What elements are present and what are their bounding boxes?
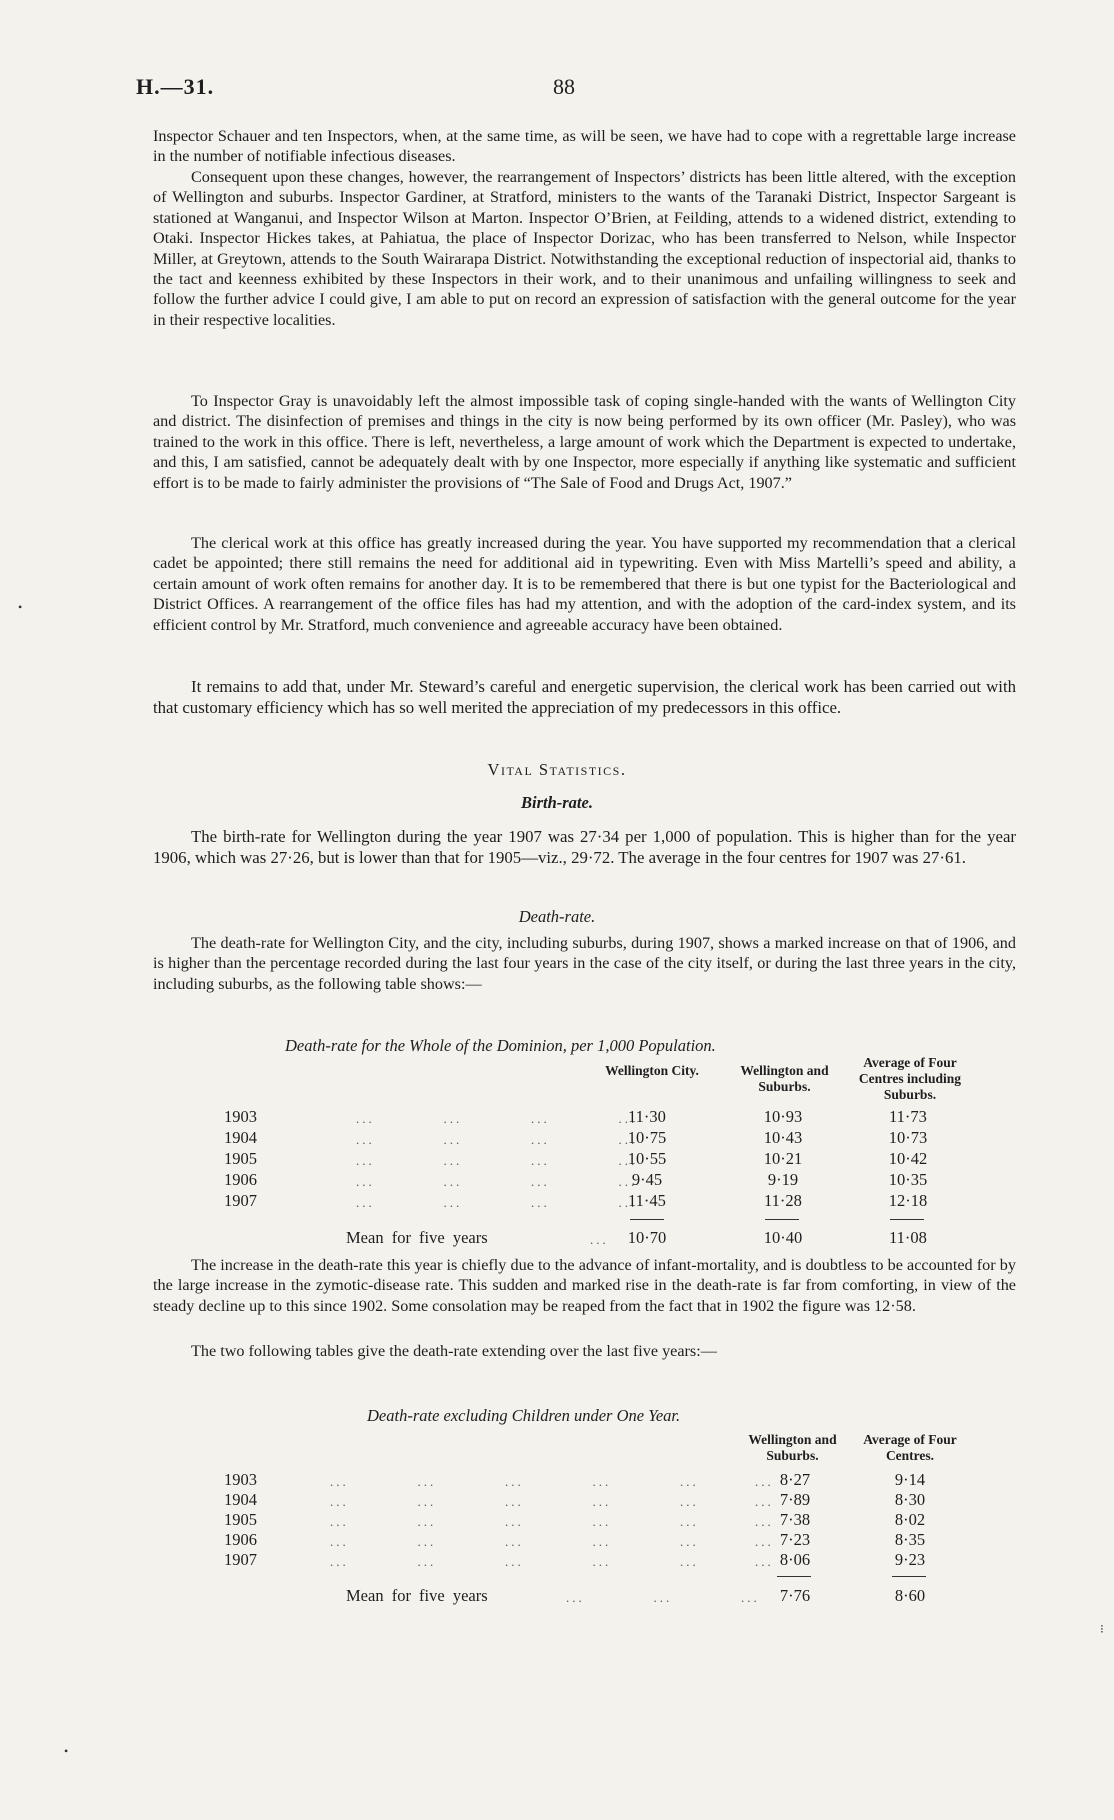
table1-caption: Death-rate for the Whole of the Dominion, per 1,000 Population. (285, 1036, 716, 1055)
table2-row-year: 1903 (224, 1470, 257, 1489)
table2-cell-suburbs: 7·89 (779, 1490, 811, 1509)
table1-cell-city: 11·30 (628, 1107, 666, 1126)
table2-col-average: Average of Four Centres. (863, 1432, 957, 1463)
heading-birth-rate: Birth-rate. (521, 793, 593, 812)
margin-mark: ⁝ (1100, 1622, 1104, 1636)
table1-leader-dots: ... ... ... ... (356, 1111, 638, 1126)
section-title-vital-statistics: Vital Statistics. (487, 760, 627, 779)
margin-mark: • (18, 600, 23, 614)
table1-cell-suburbs: 11·28 (764, 1191, 802, 1210)
table1-sum-rule (890, 1219, 924, 1220)
table2-cell-suburbs: 8·27 (779, 1470, 811, 1489)
table2-mean-suburbs: 7·76 (779, 1586, 811, 1605)
document-reference: H.—31. (136, 74, 215, 99)
table1-leader-dots: ... (590, 1232, 609, 1247)
table2-row-year: 1905 (224, 1510, 257, 1529)
table2-sum-rule (892, 1576, 926, 1577)
table1-leader-dots: ... ... ... ... (356, 1153, 638, 1168)
table1-cell-average: 10·73 (888, 1128, 928, 1147)
table1-col-average: Average of Four Centres including Suburbs. (858, 1055, 962, 1102)
table1-cell-average: 10·42 (888, 1149, 928, 1168)
paragraph-death-rate: The death-rate for Wellington City, and the city, including suburbs, during 1907, shows a marked increase on that of 1906, and is higher than the percentage recorded during the last four years in the case of the city itself, or during the last three years in the city, including suburbs, as the following table shows:— (153, 934, 1016, 993)
table2-row-year: 1907 (224, 1550, 257, 1569)
table1-cell-city: 11·45 (628, 1191, 666, 1210)
table1-row-year: 1905 (224, 1149, 257, 1168)
paragraph-clerical-work: The clerical work at this office has greatly increased during the year. You have supported my recommendation that a clerical cadet be appointed; there still remains the need for additional aid in typewriting. Even with Miss Martelli’s speed and ability, a certain amount of work often remains for another day. It is to be remembered that there is but one typist for the Bacteriological and District Offices. A rearrangement of the office files has had my attention, and with the adoption of the card-index system, and its efficient control by Mr. Stratford, much convenience and agreeable accuracy have been obtained. (153, 534, 1016, 634)
margin-mark: • (64, 1744, 69, 1758)
table2-cell-suburbs: 7·23 (779, 1530, 811, 1549)
table1-col-suburbs: Wellington and Suburbs. (740, 1063, 829, 1094)
table1-col-city: Wellington City. (605, 1063, 699, 1078)
table1-row-year: 1907 (224, 1191, 257, 1210)
table1-cell-suburbs: 10·93 (763, 1107, 803, 1126)
table2-cell-suburbs: 7·38 (779, 1510, 811, 1529)
table1-cell-city: 10·75 (627, 1128, 667, 1147)
table1-cell-average: 11·73 (889, 1107, 927, 1126)
table2-leader-dots: ... ... ... ... ... ... (330, 1494, 774, 1509)
table2-row-year: 1904 (224, 1490, 257, 1509)
table1-mean-suburbs: 10·40 (763, 1228, 803, 1247)
table1-leader-dots: ... ... ... ... (356, 1195, 638, 1210)
table2-caption: Death-rate excluding Children under One Year. (367, 1406, 681, 1425)
table2-mean-label: Mean for five years (346, 1586, 488, 1605)
table1-mean-average: 11·08 (889, 1228, 927, 1247)
table1-cell-city: 9·45 (631, 1170, 663, 1189)
table2-cell-average: 9·14 (894, 1470, 926, 1489)
paragraph-birth-rate: The birth-rate for Wellington during the year 1907 was 27·34 per 1,000 of population. This is higher than for the year 1906, which was 27·26, but is lower than that for 1905—viz., 29·72. The average in the four centres for 1907 was 27·61. (153, 827, 1016, 867)
table1-leader-dots: ... ... ... ... (356, 1132, 638, 1147)
table2-cell-average: 8·02 (894, 1510, 926, 1529)
table1-sum-rule (765, 1219, 799, 1220)
table2-leader-dots: ... ... ... ... ... ... (330, 1554, 774, 1569)
table1-cell-suburbs: 9·19 (767, 1170, 799, 1189)
table2-leader-dots: ... ... ... ... ... ... (330, 1474, 774, 1489)
table1-row-year: 1903 (224, 1107, 257, 1126)
table1-leader-dots: ... ... ... ... (356, 1174, 638, 1189)
table1-row-year: 1906 (224, 1170, 257, 1189)
table2-col-suburbs: Wellington and Suburbs. (748, 1432, 837, 1463)
table2-mean-average: 8·60 (894, 1586, 926, 1605)
table2-leader-dots: ... ... ... ... ... ... (330, 1514, 774, 1529)
heading-death-rate: Death-rate. (518, 907, 596, 926)
paragraph-inspector-gray: To Inspector Gray is unavoidably left the almost impossible task of coping single-handed with the wants of Wellington City and district. The disinfection of premises and things in the city is now being performed by its own officer (Mr. Pasley), who was trained to the work in this office. There is left, nevertheless, a large amount of work which the Department is expected to undertake, and this, I am satisfied, cannot be adequately dealt with by one Inspector, more especially if anything like systematic and sufficient effort is to be made to fairly administer the provisions of “The Sale of Food and Drugs Act, 1907.” (153, 392, 1016, 492)
table1-cell-average: 12·18 (888, 1191, 928, 1210)
table1-row-year: 1904 (224, 1128, 257, 1147)
paragraph-two-tables: The two following tables give the death-rate extending over the last five years:— (191, 1342, 717, 1360)
table2-cell-average: 8·30 (894, 1490, 926, 1509)
paragraph-clerical-supervision: It remains to add that, under Mr. Steward’s careful and energetic supervision, the clerical work has been carried out with that customary efficiency which has so well merited the appreciation of my predecessors in this office. (153, 677, 1016, 717)
table1-cell-suburbs: 10·43 (763, 1128, 803, 1147)
table2-cell-average: 9·23 (894, 1550, 926, 1569)
page-number: 88 (553, 74, 575, 99)
table2-cell-average: 8·35 (894, 1530, 926, 1549)
table1-cell-average: 10·35 (888, 1170, 928, 1189)
table2-leader-dots: ... ... ... (566, 1590, 760, 1605)
table2-sum-rule (777, 1576, 811, 1577)
table1-mean-label: Mean for five years (346, 1228, 488, 1247)
table1-sum-rule (630, 1219, 664, 1220)
table1-cell-city: 10·55 (627, 1149, 667, 1168)
table1-mean-city: 10·70 (627, 1228, 667, 1247)
table2-row-year: 1906 (224, 1530, 257, 1549)
paragraph-district-rearrangement: Consequent upon these changes, however, the rearrangement of Inspectors’ districts has been little altered, with the exception of Wellington and suburbs. Inspector Gardiner, at Stratford, ministers to the wants of the Taranaki District, Inspector Sargeant is stationed at Wanganui, and Inspector Wilson at Marton. Inspector O’Brien, at Feilding, attends to a widened district, extending to Otaki. Inspector Hickes takes, at Pahiatua, the place of Inspector Dorizac, who has been transferred to Nelson, while Inspector Miller, at Greytown, attends to the South Wairarapa District. Notwithstanding the exceptional reduction of inspectorial aid, thanks to the tact and keenness exhibited by these Inspectors in their work, and to their unanimous and unfailing willingness to seek and follow the further advice I could give, I am able to put on record an expression of satisfaction with the general outcome for the year in their respective localities. (153, 168, 1016, 329)
table2-cell-suburbs: 8·06 (779, 1550, 811, 1569)
table2-leader-dots: ... ... ... ... ... ... (330, 1534, 774, 1549)
paragraph-inspectors-intro: Inspector Schauer and ten Inspectors, when, at the same time, as will be seen, we have had to cope with a regrettable large increase in the number of notifiable infectious diseases. (153, 127, 1016, 166)
paragraph-death-rate-increase: The increase in the death-rate this year is chiefly due to the advance of infant-mortality, and is doubtless to be accounted for by the large increase in the zymotic-disease rate. This sudden and marked rise in the death-rate is far from comforting, in view of the steady decline up to this since 1902. Some consolation may be reaped from the fact that in 1902 the figure was 12·58. (153, 1256, 1016, 1315)
table1-cell-suburbs: 10·21 (763, 1149, 803, 1168)
